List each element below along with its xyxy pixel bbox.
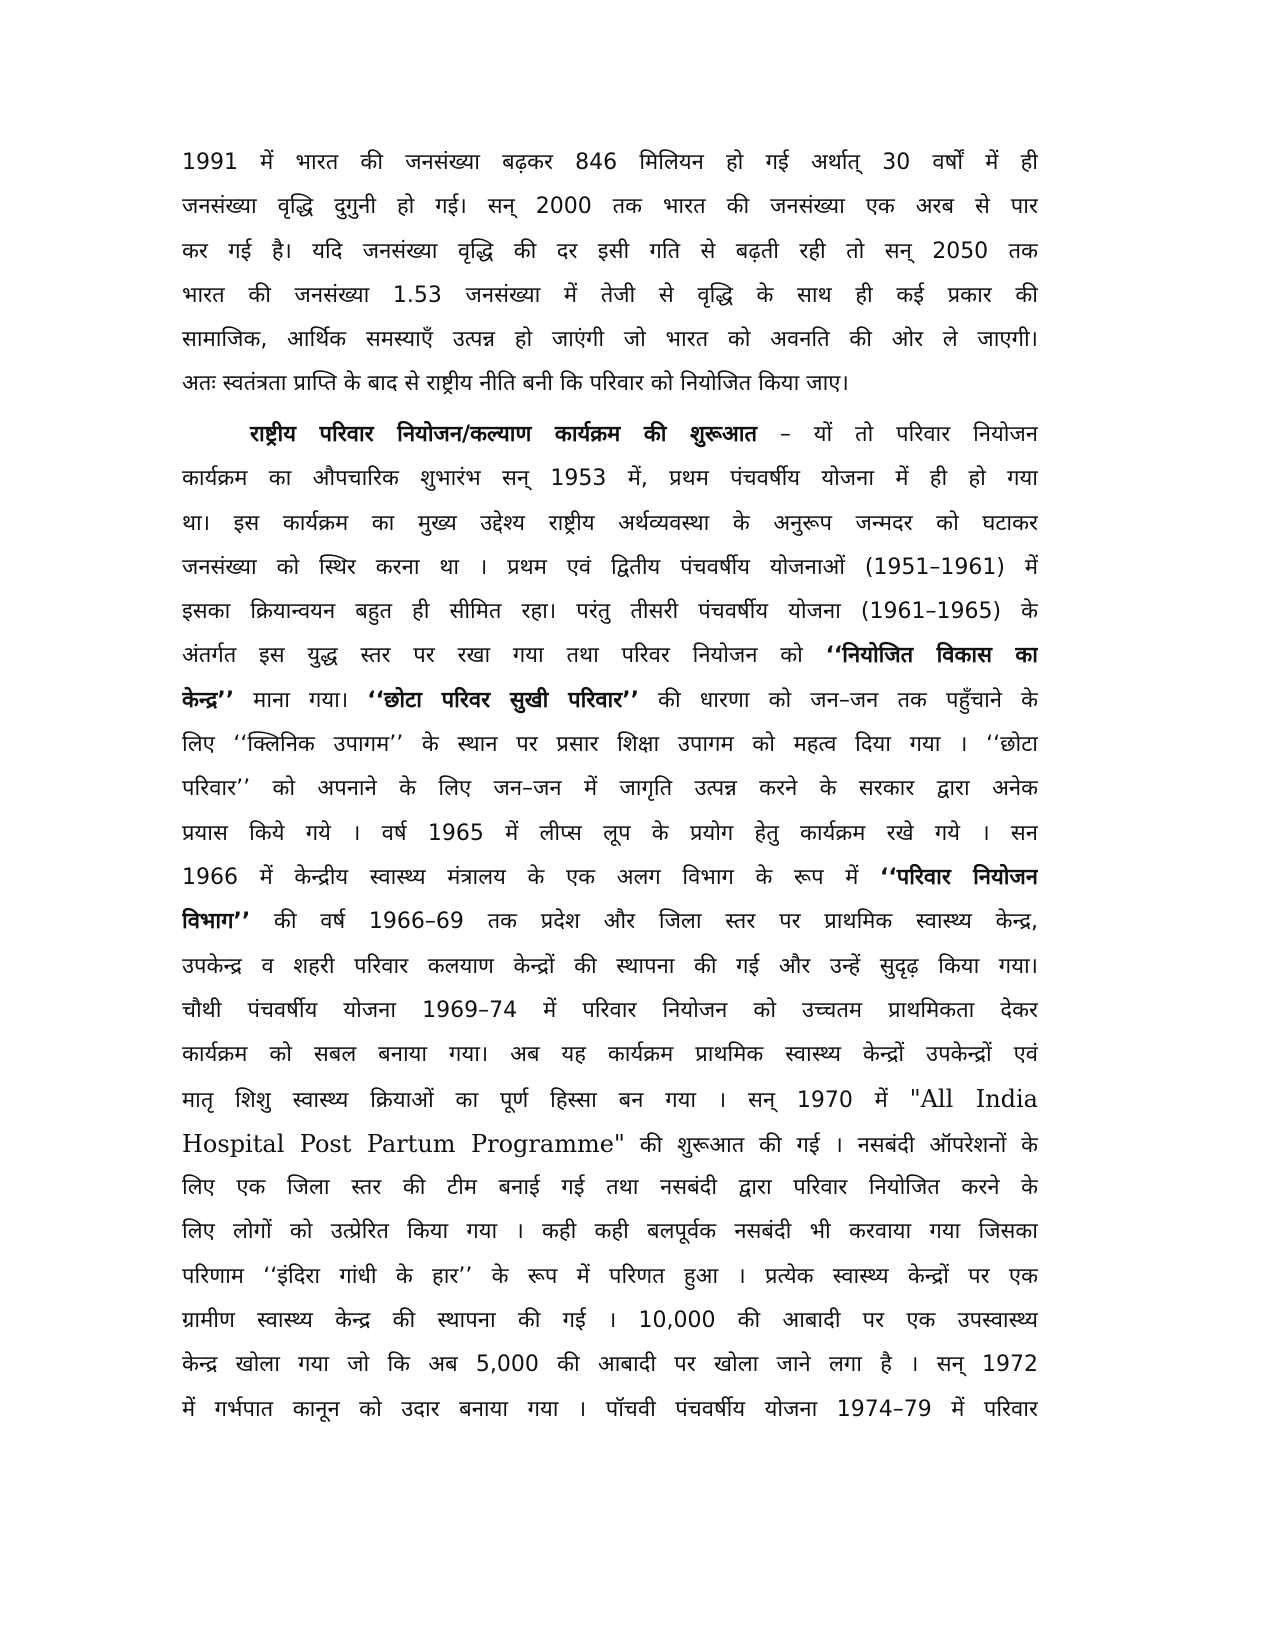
text-line: 1991 में भारत की जनसंख्या बढ़कर 846 मिलियन हो गई अर्थात् 30 वर्षों में ही [182,150,1038,175]
text-span: अंतर्गत इस युद्ध स्तर पर रखा गया तथा परिवर नियोजन को [182,643,826,669]
text-line [182,413,1038,457]
text-line: अतः स्वतंत्रता प्राप्ति के बाद से राष्ट्रीय नीति बनी कि परिवार को नियोजित किया जाए। [182,371,849,397]
text-span: की धारणा को जन–जन तक पहुँचाने के [638,687,1038,713]
text-line: लिए ‘‘क्लिनिक उपागम’’ के स्थान पर प्रसार शिक्षा उपागम को महत्व दिया गया । ‘‘छोटा [182,732,1038,758]
bold-term: ‘‘छोटा परिवर सुखी परिवार’’ [367,687,639,713]
text-line: ग्रामीण स्वास्थ्य केन्द्र की स्थापना की गई । 10,000 की आबादी पर एक उपस्वास्थ्य [182,1307,1038,1333]
text-line: जनसंख्या को स्थिर करना था । प्रथम एवं द्वितीय पंचवर्षीय योजनाओं (1951–1961) में [182,554,1038,580]
text-line: कर गई है। यदि जनसंख्या वृद्धि की दर इसी गति से बढ़ती रही तो सन् 2050 तक [182,238,1038,264]
bold-term: विभाग’’ [182,909,251,935]
text-span: की शुरूआत की गई । नसबंदी ऑपरेशनों के [624,1132,1038,1158]
paragraph-population-growth [182,141,1038,407]
text-line: लिए लोगों को उत्प्रेरित किया गया । कही कही बलपूर्वक नसबंदी भी करवाया गया जिसका [182,1219,1038,1245]
text-line: था। इस कार्यक्रम का मुख्य उद्देश्य राष्ट्रीय अर्थव्यवस्था के अनुरूप जन्मदर को घटाकर [182,510,1038,536]
text-line [182,679,1038,723]
text-span: मातृ शिशु स्वास्थ्य क्रियाओं का पूर्ण हिस्सा बन गया । सन् 1970 में [182,1088,910,1114]
bold-term: ‘‘परिवार नियोजन [879,864,1038,890]
text-line: इसका क्रियान्वयन बहुत ही सीमित रहा। परंतु तीसरी पंचवर्षीय योजना (1961–1965) के [182,599,1038,625]
text-line: जनसंख्या वृद्धि दुगुनी हो गई। सन् 2000 तक भारत की जनसंख्या एक अरब से पार [182,194,1038,220]
text-line: कार्यक्रम को सबल बनाया गया। अब यह कार्यक्रम प्राथमिक स्वास्थ्य केन्द्रों उपकेन्द्रों एवं [182,1042,1038,1068]
text-span: – यों तो परिवार नियोजन [757,422,1038,447]
text-line [182,900,1038,944]
section-heading: राष्ट्रीय परिवार नियोजन/कल्याण कार्यक्रम की शुरूआत [250,422,758,447]
text-line [182,856,1038,900]
text-line: परिणाम ‘‘इंदिरा गांधी के हार’’ के रूप में परिणत हुआ । प्रत्येक स्वास्थ्य केन्द्रों पर एक [182,1263,1038,1289]
bold-term: ‘‘नियोजित विकास का [825,643,1038,669]
text-line: कार्यक्रम का औपचारिक शुभारंभ सन् 1953 में, प्रथम पंचवर्षीय योजना में ही हो गया [182,466,1038,492]
english-phrase: "All India [909,1085,1038,1114]
text-line: में गर्भपात कानून को उदार बनाया गया । पॉचवी पंचवर्षीय योजना 1974–79 में परिवार [182,1396,1038,1422]
text-span: की वर्ष 1966–69 तक प्रदेश और जिला स्तर पर प्राथमिक स्वास्थ्य केन्द्र, [250,909,1038,935]
text-line: सामाजिक, आर्थिक समस्याएँ उत्पन्न हो जाएंगी जो भारत को अवनति की ओर ले जाएगी। [182,327,1038,353]
text-line: भारत की जनसंख्या 1.53 जनसंख्या में तेजी से वृद्धि के साथ ही कई प्रकार की [182,282,1038,308]
text-line: लिए एक जिला स्तर की टीम बनाई गई तथा नसबंदी द्वारा परिवार नियोजित करने के [182,1175,1038,1201]
text-line: केन्द्र खोला गया जो कि अब 5,000 की आबादी पर खोला जाने लगा है । सन् 1972 [182,1352,1038,1378]
text-line [182,634,1038,678]
paragraph-family-planning-program [182,413,1038,1432]
text-span: 1966 में केन्द्रीय स्वास्थ्य मंत्रालय के एक अलग विभाग के रूप में [182,864,880,890]
bold-term: केन्द्र’’ [182,687,235,713]
text-line: प्रयास किये गये । वर्ष 1965 में लीप्स लूप के प्रयोग हेतु कार्यक्रम रखे गये । सन [182,820,1038,846]
text-line [182,1077,1038,1121]
text-line: चौथी पंचवर्षीय योजना 1969–74 में परिवार नियोजन को उच्चतम प्राथमिकता देकर [182,997,1038,1023]
text-span: माना गया। [234,687,368,713]
text-line: उपकेन्द्र व शहरी परिवार कलयाण केन्द्रों की स्थापना की गई और उन्हें सुदृढ़ किया गया। [182,953,1038,979]
text-line: परिवार’’ को अपनाने के लिए जन–जन में जागृति उत्पन्न करने के सरकार द्वारा अनेक [182,776,1038,802]
text-line [182,1122,1038,1166]
english-phrase: Hospital Post Partum Programme" [182,1129,625,1158]
